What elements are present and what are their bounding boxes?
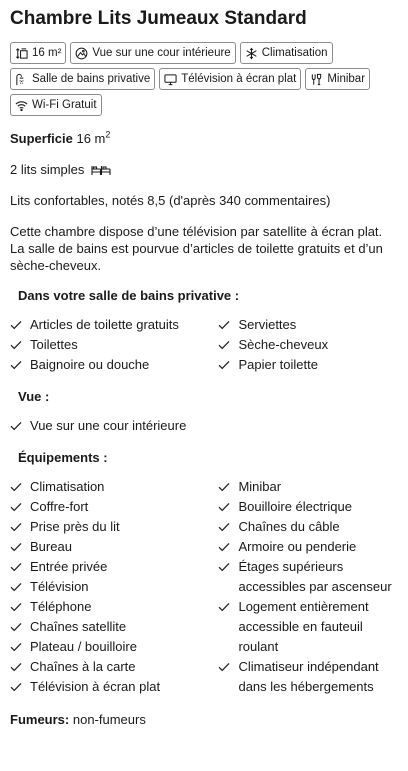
list-item: Sèche-cheveux — [218, 335, 398, 355]
badge-flat-tv: Télévision à écran plat — [159, 68, 301, 90]
room-title: Chambre Lits Jumeaux Standard — [10, 8, 307, 29]
list-item: Serviettes — [218, 315, 398, 335]
smoking-label: Fumeurs: — [10, 712, 70, 727]
checkmark-icon — [10, 416, 30, 436]
equipment-list-right — [218, 477, 398, 697]
badge-minibar: Minibar — [305, 68, 370, 90]
bathroom-section-title: Dans votre salle de bains privative : — [18, 288, 240, 303]
checkmark-icon — [218, 597, 238, 617]
checkmark-icon — [10, 557, 30, 577]
facility-badges — [10, 42, 398, 116]
list-item: Articles de toilette gratuits — [10, 315, 218, 335]
shower-icon — [15, 73, 28, 86]
checkmark-icon — [218, 355, 238, 375]
tv-icon — [164, 73, 177, 86]
equipment-section-title: Équipements : — [18, 450, 108, 465]
list-item: Logement entièrement accessible en fauteuil roulant — [218, 597, 398, 657]
list-item: Plateau / bouilloire — [10, 637, 218, 657]
equipment-list-left — [10, 477, 218, 697]
view-amenities — [10, 416, 398, 436]
wifi-icon — [15, 99, 28, 112]
landscape-icon — [75, 47, 88, 60]
badge-room-size: 16 m² — [10, 42, 66, 64]
checkmark-icon — [10, 617, 30, 637]
checkmark-icon — [218, 517, 238, 537]
bed-rating: Lits confortables, notés 8,5 (d'après 340 commentaires) — [10, 193, 331, 208]
checkmark-icon — [10, 677, 30, 697]
checkmark-icon — [10, 577, 30, 597]
list-item: Armoire ou penderie — [218, 537, 398, 557]
list-item: Chaînes du câble — [218, 517, 398, 537]
list-item: Télévision — [10, 577, 218, 597]
snowflake-icon — [245, 47, 258, 60]
checkmark-icon — [218, 657, 238, 677]
checkmark-icon — [10, 597, 30, 617]
checkmark-icon — [218, 315, 238, 335]
bathroom-list-right — [218, 315, 398, 375]
list-item: Prise près du lit — [10, 517, 218, 537]
bathroom-amenities — [10, 315, 398, 375]
checkmark-icon — [10, 537, 30, 557]
checkmark-icon — [10, 355, 30, 375]
list-item: Chaînes satellite — [10, 617, 218, 637]
list-item: Baignoire ou douche — [10, 355, 218, 375]
bed-text: 2 lits simples — [10, 162, 85, 177]
list-item: Climatisation — [10, 477, 218, 497]
list-item: Télévision à écran plat — [10, 677, 218, 697]
surface-value: 16 m — [76, 131, 106, 146]
view-section-title: Vue : — [18, 389, 50, 404]
checkmark-icon — [10, 477, 30, 497]
badge-private-bathroom: Salle de bains privative — [10, 68, 155, 90]
equipment-amenities — [10, 477, 398, 697]
checkmark-icon — [10, 657, 30, 677]
list-item: Coffre-fort — [10, 497, 218, 517]
checkmark-icon — [10, 497, 30, 517]
checkmark-icon — [10, 637, 30, 657]
list-item: Entrée privée — [10, 557, 218, 577]
badge-view: Vue sur une cour intérieure — [70, 42, 235, 64]
room-surface — [10, 130, 398, 147]
list-item: Chaînes à la carte — [10, 657, 218, 677]
list-item: Minibar — [218, 477, 398, 497]
surface-label: Superficie — [10, 131, 73, 146]
checkmark-icon — [10, 315, 30, 335]
list-item: Vue sur une cour intérieure — [10, 416, 219, 436]
list-item: Bureau — [10, 537, 218, 557]
checkmark-icon — [218, 537, 238, 557]
badge-air-conditioning: Climatisation — [240, 42, 333, 64]
smoking-value: non-fumeurs — [72, 712, 146, 727]
badge-free-wifi: Wi-Fi Gratuit — [10, 94, 102, 116]
checkmark-icon — [218, 477, 238, 497]
minibar-icon — [310, 73, 323, 86]
list-item: Bouilloire électrique — [218, 497, 398, 517]
smoking-policy — [10, 711, 398, 728]
view-list — [10, 416, 219, 436]
checkmark-icon — [10, 517, 30, 537]
list-item: Toilettes — [10, 335, 218, 355]
room-description: Cette chambre dispose d’une télévision par satellite à écran plat. La salle de bains est pourvue d’articles de toilette gratuits et d’un sèche-cheveux. — [10, 224, 383, 273]
list-item: Climatiseur indépendant dans les hébergements — [218, 657, 398, 697]
room-size-icon — [15, 47, 28, 60]
checkmark-icon — [218, 335, 238, 355]
bed-configuration — [10, 161, 398, 178]
list-item: Étages supérieurs accessibles par ascenseur — [218, 557, 398, 597]
checkmark-icon — [218, 497, 238, 517]
surface-unit-exponent: 2 — [105, 129, 111, 140]
list-item: Papier toilette — [218, 355, 398, 375]
list-item: Téléphone — [10, 597, 218, 617]
bed-icon — [91, 165, 111, 176]
checkmark-icon — [218, 557, 238, 577]
checkmark-icon — [10, 335, 30, 355]
bathroom-list-left — [10, 315, 218, 375]
